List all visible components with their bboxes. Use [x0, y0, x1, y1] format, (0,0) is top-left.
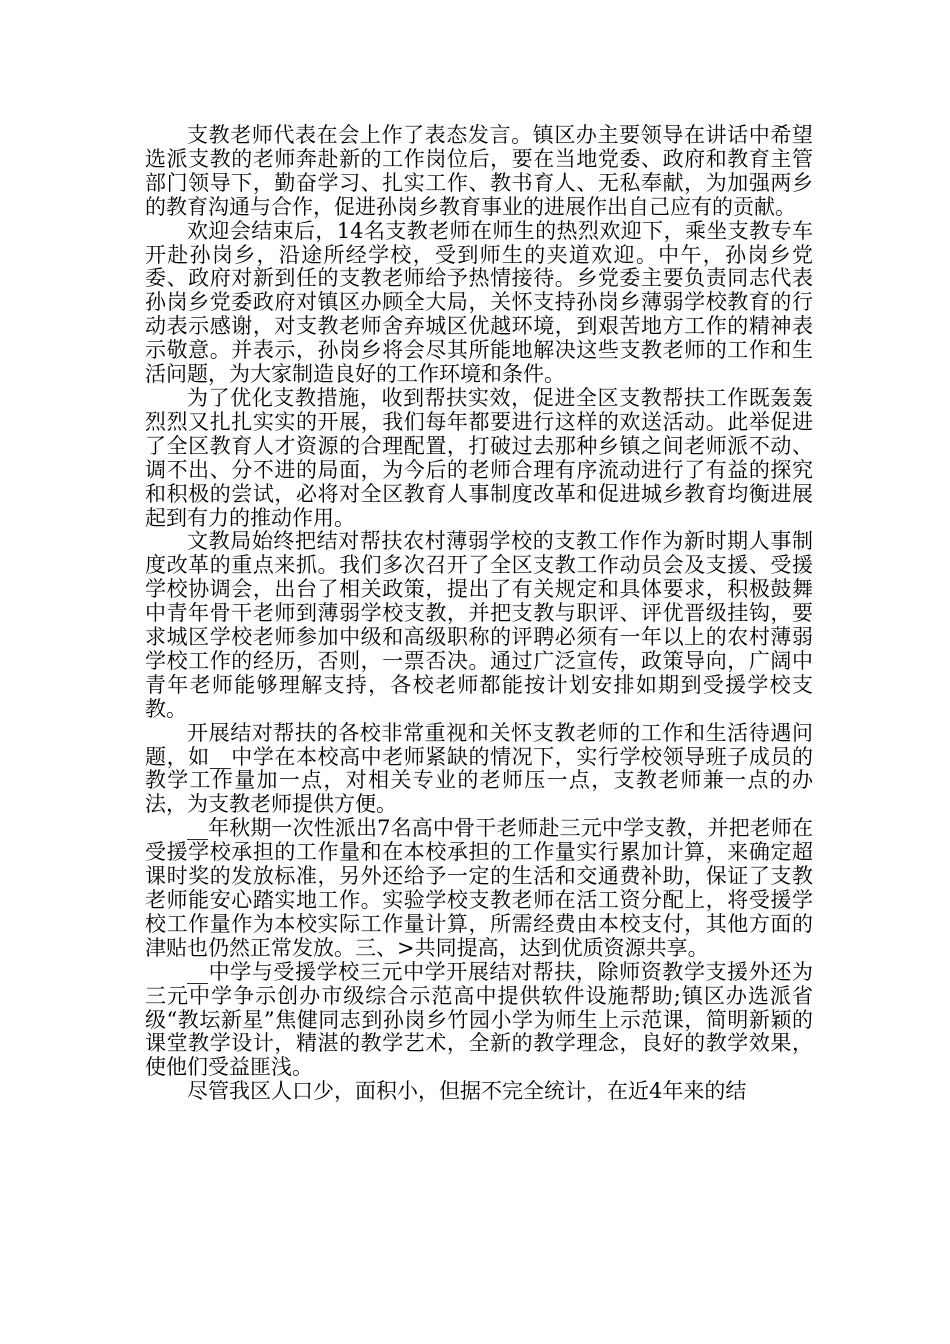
paragraph-5: 开展结对帮扶的各校非常重视和关怀支教老师的工作和生活待遇问题，如__中学在本校高中老师紧缺的情况下，实行学校领导班子成员的教学工作量加一点，对相关专业的老师压一点，支教老师兼一点的办法，为支教老师提供方便。	[145, 720, 813, 817]
paragraph-8: 尽管我区人口少，面积小，但据不完全统计，在近4年来的结	[187, 1079, 747, 1104]
paragraph-3: 为了优化支教措施，收到帮扶实效，促进全区支教帮扶工作既轰轰烈烈又扎扎实实的开展，我们每年都要进行这样的欢送活动。此举促进了全区教育人才资源的合理配置，打破过去那种乡镇之间老师派不动、调不出、分不进的局面，为今后的老师合理有序流动进行了有益的探究和积极的尝试，必将对全区教育人事制度改革和促进城乡教育均衡进展起到有力的推动作用。	[145, 385, 813, 530]
paragraph-7: __中学与受援学校三元中学开展结对帮扶，除师资教学支援外还为三元中学争示创办市级综合示范高中提供软件设施帮助;镇区办选派省级“教坛新星”焦健同志到孙岗乡竹园小学为师生上示范课，简明新颖的课堂教学设计，精湛的教学艺术，全新的教学理念，良好的教学效果，使他们受益匪浅。	[145, 959, 813, 1080]
document-body	[145, 124, 813, 1104]
paragraph-1: 支教老师代表在会上作了表态发言。镇区办主要领导在讲话中希望选派支教的老师奔赴新的工作岗位后，要在当地党委、政府和教育主管部门领导下，勤奋学习、扎实工作、教书育人、无私奉献，为加强两乡的教育沟通与合作，促进孙岗乡教育事业的进展作出自己应有的贡献。	[145, 123, 813, 219]
paragraph-4: 文教局始终把结对帮扶农村薄弱学校的支教工作作为新时期人事制度改革的重点来抓。我们多次召开了全区支教工作动员会及支援、受援学校协调会，出台了相关政策，提出了有关规定和具体要求，积极鼓舞中青年骨干老师到薄弱学校支教，并把支教与职评、评优晋级挂钩，要求城区学校老师参加中级和高级职称的评聘必须有一年以上的农村薄弱学校工作的经历，否则，一票否决。通过广泛宣传，政策导向，广阔中青年老师能够理解支持，各校老师都能按计划安排如期到受援学校支教。	[145, 529, 813, 721]
paragraph-2: 欢迎会结束后，14名支教老师在师生的热烈欢迎下，乘坐支教专车开赴孙岗乡，沿途所经学校，受到师生的夹道欢迎。中午，孙岗乡党委、政府对新到任的支教老师给予热情接待。乡党委主要负责同志代表孙岗乡党委政府对镇区办顾全大局，关怀支持孙岗乡薄弱学校教育的行动表示感谢，对支教老师舍弃城区优越环境，到艰苦地方工作的精神表示敬意。并表示，孙岗乡将会尽其所能地解决这些支教老师的工作和生活问题，为大家制造良好的工作环境和条件。	[145, 218, 813, 387]
paragraph-6: __年秋期一次性派出7名高中骨干老师赴三元中学支教，并把老师在受援学校承担的工作量和在本校承担的工作量实行累加计算，来确定超课时奖的发放标准，另外还给予一定的生活和交通费补助，保证了支教老师能安心踏实地工作。实验学校支教老师在活工资分配上，将受援学校工作量作为本校实际工作量计算，所需经费由本校支付，其他方面的津贴也仍然正常发放。三、>共同提高，达到优质资源共享。	[145, 816, 813, 960]
